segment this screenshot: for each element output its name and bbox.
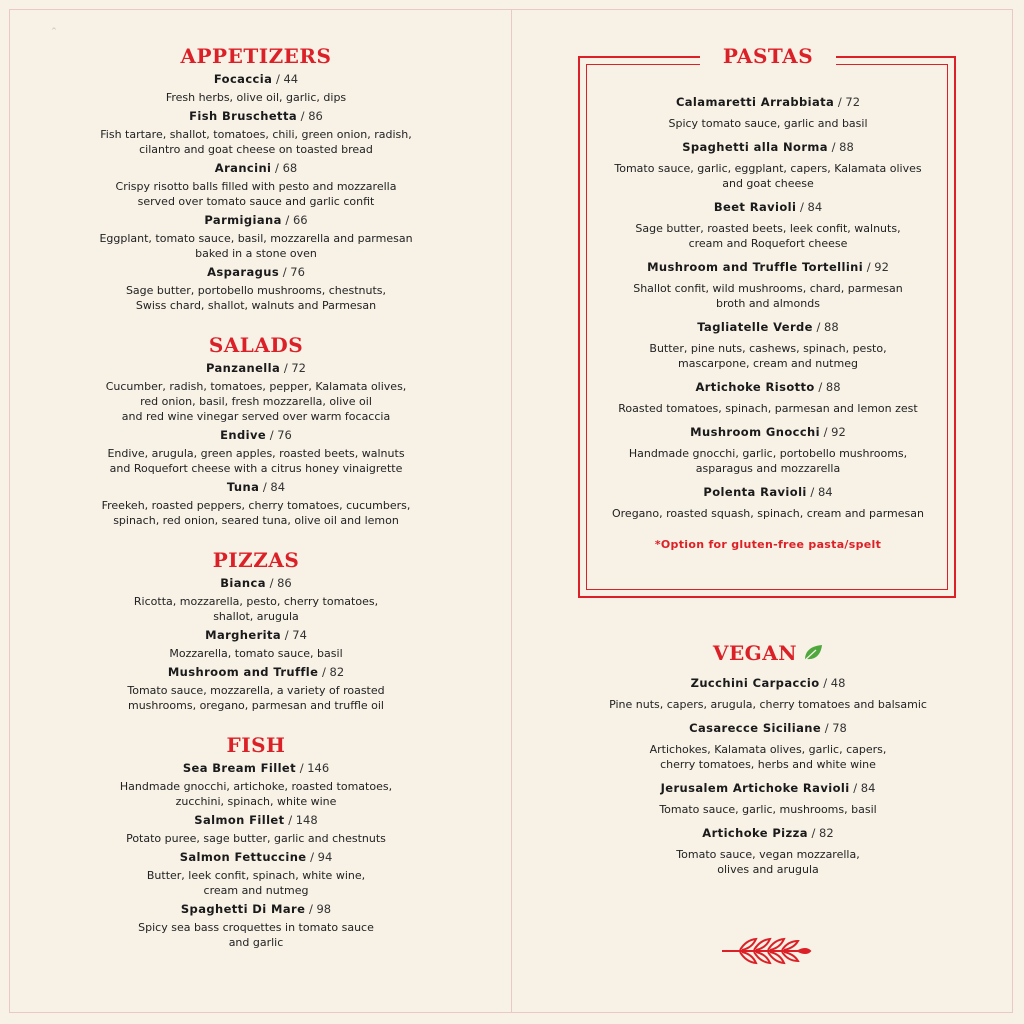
gluten-free-note: *Option for gluten-free pasta/spelt (654, 538, 882, 551)
menu-item-title (56, 760, 456, 776)
menu-item-description: Butter, leek confit, spinach, white wine, cream and nutmeg (146, 869, 366, 897)
menu-item-description: Endive, arugula, green apples, roasted beets, walnuts and Roquefort cheese with a citrus honey vinaigrette (107, 447, 405, 475)
section-fish (56, 733, 456, 950)
section-title-salads: SALADS (208, 333, 304, 357)
corner-mark-icon: ^ (51, 27, 57, 35)
menu-item-title (56, 575, 456, 591)
section-title-pastas: PASTAS (722, 44, 814, 68)
menu-item-name: Beet Ravioli (713, 200, 797, 214)
menu-item-price: / 84 (262, 480, 286, 494)
menu-item-name: Parmigiana (204, 213, 282, 227)
menu-item-description: Tomato sauce, vegan mozzarella, olives and arugula (676, 847, 860, 876)
menu-item-price: / 76 (269, 428, 292, 442)
menu-item-price: / 74 (284, 628, 307, 642)
menu-item-description: Roasted tomatoes, spinach, parmesan and lemon zest (618, 402, 918, 415)
menu-item-price: / 82 (811, 825, 834, 840)
menu-item-title (56, 849, 456, 865)
menu-item-price: / 98 (308, 902, 332, 916)
menu-item-description: Spicy sea bass croquettes in tomato sauce and garlic (138, 921, 374, 949)
menu-item-title (580, 780, 956, 796)
menu-item-name: Asparagus (207, 265, 280, 279)
menu-item-name: Margherita (205, 628, 282, 642)
menu-item-name: Tagliatelle Verde (697, 320, 813, 334)
menu-item-title (580, 675, 956, 691)
menu-item-title (56, 479, 456, 495)
menu-item-price: / 84 (853, 780, 876, 795)
menu-item-price: / 146 (299, 761, 330, 775)
menu-item-title (56, 627, 456, 643)
menu-item-price: / 86 (300, 109, 323, 123)
menu-item-description: Tomato sauce, garlic, eggplant, capers, Kalamata olives and goat cheese (614, 162, 922, 190)
menu-item-name: Endive (220, 428, 267, 442)
menu-item-price: / 72 (837, 95, 861, 109)
menu-item-title (56, 901, 456, 917)
menu-item-description: Mozzarella, tomato sauce, basil (169, 647, 343, 660)
menu-item-name: Artichoke Pizza (702, 825, 808, 840)
menu-item-description: Sage butter, portobello mushrooms, chestnuts, Swiss chard, shallot, walnuts and Parmesan (125, 284, 387, 312)
menu-item-title (56, 664, 456, 680)
menu-item-title (580, 139, 956, 155)
section-title-appetizers: APPETIZERS (180, 44, 332, 68)
menu-item-price: / 72 (283, 361, 306, 375)
menu-item-price: / 82 (321, 665, 345, 679)
menu-item-title (56, 360, 456, 376)
menu-item-price: / 92 (823, 425, 846, 439)
left-column (56, 44, 456, 970)
menu-item-title (56, 71, 456, 87)
menu-item-name: Calamaretti Arrabbiata (675, 95, 835, 109)
menu-item-description: Eggplant, tomato sauce, basil, mozzarella and parmesan baked in a stone oven (99, 232, 413, 260)
section-title-vegan: VEGAN (712, 641, 798, 665)
menu-item-price: / 76 (282, 265, 305, 279)
section-appetizers (56, 44, 456, 313)
menu-item-name: Bianca (220, 576, 266, 590)
menu-item-title (580, 379, 956, 395)
menu-item-price: / 94 (310, 850, 333, 864)
menu-item-description: Sage butter, roasted beets, leek confit, walnuts, cream and Roquefort cheese (635, 222, 901, 250)
menu-item-description: Butter, pine nuts, cashews, spinach, pesto, mascarpone, cream and nutmeg (649, 342, 887, 370)
section-salads (56, 333, 456, 528)
menu-item-description: Spicy tomato sauce, garlic and basil (668, 117, 868, 130)
menu-item-description: Artichokes, Kalamata olives, garlic, capers, cherry tomatoes, herbs and white wine (649, 742, 887, 771)
menu-item-name: Mushroom and Truffle Tortellini (647, 260, 864, 274)
menu-item-name: Tuna (226, 480, 260, 494)
section-title-fish: FISH (226, 733, 286, 757)
menu-item-name: Mushroom and Truffle (167, 665, 319, 679)
menu-item-price: / 66 (285, 213, 308, 227)
menu-item-name: Spaghetti alla Norma (682, 140, 828, 154)
wheat-icon (720, 936, 812, 970)
menu-item-title (580, 484, 956, 500)
menu-item-name: Zucchini Carpaccio (690, 675, 820, 690)
menu-item-title (56, 264, 456, 280)
menu-item-description: Cucumber, radish, tomatoes, pepper, Kalamata olives, red onion, basil, fresh mozzarella, olive oil and red wine vinegar served over warm focaccia (105, 380, 407, 423)
menu-item-price: / 68 (275, 161, 298, 175)
menu-item-title (56, 427, 456, 443)
section-vegan (580, 641, 956, 877)
menu-item-price: / 48 (823, 675, 846, 690)
menu-item-name: Panzanella (206, 361, 281, 375)
menu-item-description: Handmade gnocchi, artichoke, roasted tomatoes, zucchini, spinach, white wine (119, 780, 393, 808)
menu-item-price: / 92 (866, 260, 889, 274)
menu-item-description: Tomato sauce, garlic, mushrooms, basil (659, 802, 877, 816)
section-title-vegan-row (580, 641, 956, 667)
leaf-icon (803, 643, 823, 667)
menu-item-title (56, 160, 456, 176)
menu-item-name: Fish Bruschetta (189, 109, 298, 123)
menu-item-title (580, 825, 956, 841)
section-pizzas (56, 548, 456, 713)
menu-item-price: / 78 (824, 720, 847, 735)
menu-item-price: / 88 (816, 320, 839, 334)
menu-item-name: Polenta Ravioli (703, 485, 807, 499)
menu-item-description: Fresh herbs, olive oil, garlic, dips (165, 91, 347, 104)
menu-item-price: / 84 (810, 485, 833, 499)
menu-item-description: Crispy risotto balls filled with pesto and mozzarella served over tomato sauce and garlic confit (115, 180, 397, 208)
menu-item-price: / 148 (288, 813, 318, 827)
menu-item-title (580, 259, 956, 275)
menu-item-description: Oregano, roasted squash, spinach, cream and parmesan (611, 507, 924, 520)
menu-item-name: Mushroom Gnocchi (690, 425, 820, 439)
menu-item-price: / 86 (269, 576, 292, 590)
menu-item-price: / 44 (275, 72, 299, 86)
section-pastas-heading (700, 44, 836, 68)
menu-item-title (580, 94, 956, 110)
menu-item-title (580, 319, 956, 335)
menu-item-name: Salmon Fettuccine (179, 850, 307, 864)
menu-item-title (56, 812, 456, 828)
menu-item-description: Shallot confit, wild mushrooms, chard, parmesan broth and almonds (633, 282, 903, 310)
menu-item-name: Focaccia (213, 72, 273, 86)
menu-item-title (56, 212, 456, 228)
menu-item-description: Handmade gnocchi, garlic, portobello mushrooms, asparagus and mozzarella (628, 447, 908, 475)
menu-item-name: Sea Bream Fillet (182, 761, 297, 775)
menu-item-price: / 88 (818, 380, 841, 394)
section-pastas (580, 86, 956, 551)
menu-item-title (580, 720, 956, 736)
menu-item-name: Artichoke Risotto (695, 380, 815, 394)
menu-item-description: Freekeh, roasted peppers, cherry tomatoes, cucumbers, spinach, red onion, seared tuna, olive oil and lemon (101, 499, 411, 527)
menu-item-description: Fish tartare, shallot, tomatoes, chili, green onion, radish, cilantro and goat cheese on toasted bread (100, 128, 412, 156)
menu-item-name: Spaghetti Di Mare (180, 902, 306, 916)
menu-item-name: Arancini (214, 161, 272, 175)
menu-item-name: Salmon Fillet (194, 813, 285, 827)
section-title-pizzas: PIZZAS (212, 548, 300, 572)
menu-item-title (56, 108, 456, 124)
menu-item-title (580, 199, 956, 215)
menu-item-description: Ricotta, mozzarella, pesto, cherry tomatoes, shallot, arugula (133, 595, 379, 623)
menu-item-description: Tomato sauce, mozzarella, a variety of roasted mushrooms, oregano, parmesan and truffle oil (127, 684, 385, 712)
menu-item-name: Casarecce Siciliane (689, 720, 822, 735)
menu-item-price: / 88 (831, 140, 854, 154)
menu-item-description: Potato puree, sage butter, garlic and chestnuts (126, 832, 386, 845)
menu-item-price: / 84 (800, 200, 823, 214)
menu-item-description: Pine nuts, capers, arugula, cherry tomatoes and balsamic (609, 697, 927, 711)
page-fold-divider (511, 9, 512, 1013)
menu-item-title (580, 424, 956, 440)
menu-item-name: Jerusalem Artichoke Ravioli (660, 780, 850, 795)
